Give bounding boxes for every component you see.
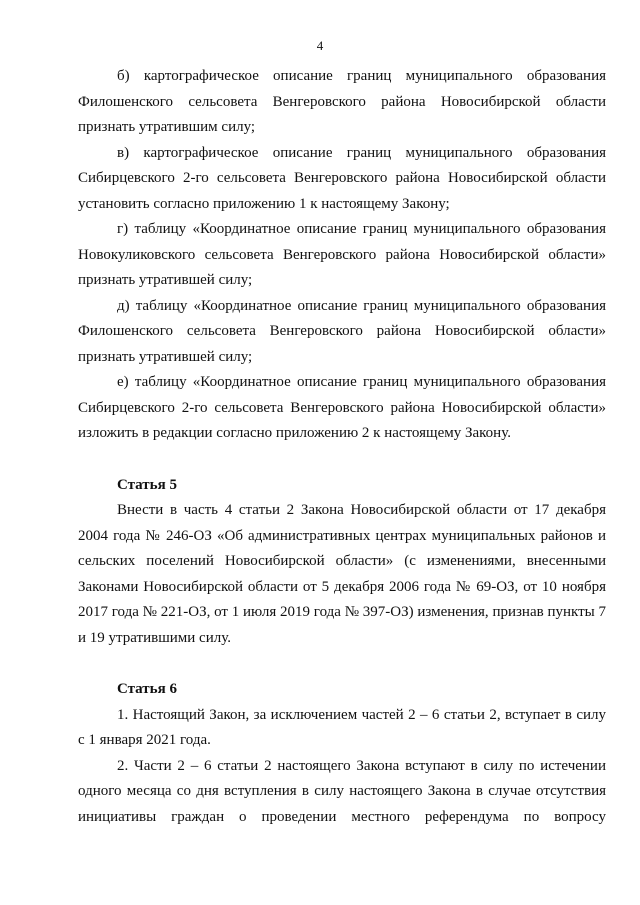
article-5-text: Внести в часть 4 статьи 2 Закона Новосибирской области от 17 декабря 2004 года № 246-ОЗ «Об административных центрах муниципальных районов и сельских поселений Новосибирской области» (с изменениями, внесенными Законами Новосибирской области от 5 декабря 2006 года № 69-ОЗ, от 10 ноября 2017 года № 221-ОЗ, от 1 июля 2019 года № 397-ОЗ) изменения, признав пункты 7 и 19 утратившими силу. [78,502,606,646]
clause-g: г) таблицу «Координатное описание границ муниципального образования Новокуликовского сельсовета Венгеровского района Новосибирской области» признать утратившей силу; [78,221,606,288]
article-5-heading: Статья 5 [117,476,177,493]
spacer [78,651,606,677]
article-6-heading: Статья 6 [117,681,177,697]
clause-v: в) картографическое описание границ муниципального образования Сибирцевского 2-го сельсовета Венгеровского района Новосибирской области установить согласно приложению 1 к настоящему Закону; [78,144,606,212]
page-number: 4 [316,38,324,53]
clause-b: б) картографическое описание границ муниципального образования Филошенского сельсовета Венгеровского района Новосибирской области признать утратившим силу; [78,68,606,135]
document-body [78,64,606,830]
spacer [78,447,606,473]
article-6-part-2: 2. Части 2 – 6 статьи 2 настоящего Закона вступают в силу по истечении одного месяца со дня вступления в силу настоящего Закона в случае отсутствия инициативы граждан о проведении местного референдума по вопросу [78,757,606,825]
clause-d: д) таблицу «Координатное описание границ муниципального образования Филошенского сельсовета Венгеровского района Новосибирской области» признать утратившей силу; [78,297,606,365]
clause-e: е) таблицу «Координатное описание границ муниципального образования Сибирцевского 2-го сельсовета Венгеровского района Новосибирской области» изложить в редакции согласно приложению 2 к настоящему Закону. [78,374,606,441]
article-6-part-1: 1. Настоящий Закон, за исключением частей 2 – 6 статьи 2, вступает в силу с 1 января 2021 года. [78,706,606,748]
